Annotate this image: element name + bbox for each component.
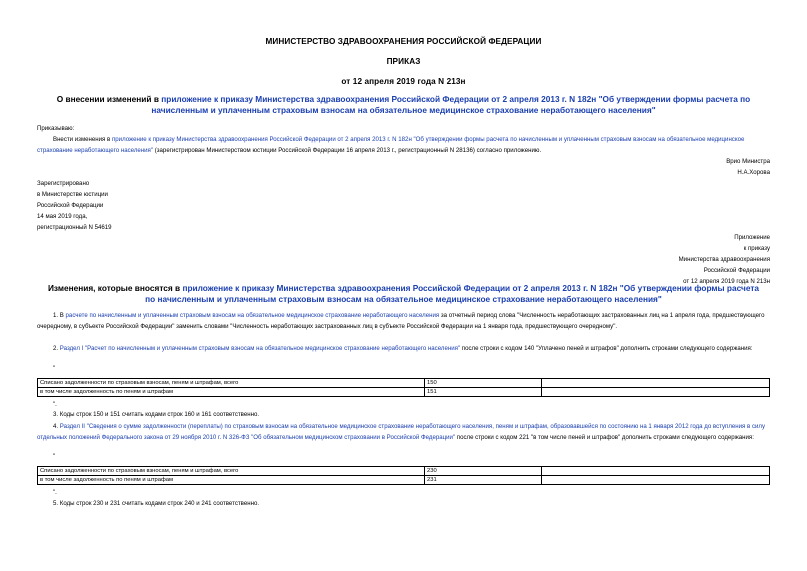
item-2 — [37, 343, 770, 354]
order-date-number: от 12 апреля 2019 года N 213н — [341, 77, 466, 86]
ministry-header: МИНИСТЕРСТВО ЗДРАВООХРАНЕНИЯ РОССИЙСКОЙ ФЕДЕРАЦИИ — [265, 37, 542, 46]
quote-close: ". — [53, 401, 57, 408]
item-1-prefix: 1. В — [53, 312, 66, 319]
row-label: Списано задолженности по страховым взносам, пеням и штрафам, всего — [38, 467, 425, 476]
registration-number: регистрационный N 54619 — [37, 224, 112, 231]
item-5: 5. Коды строк 230 и 231 считать кодами строк 240 и 241 соответственно. — [53, 500, 260, 507]
appendix-ref-date: от 12 апреля 2019 года N 213н — [683, 278, 770, 285]
table-section-1 — [37, 378, 770, 397]
row-value — [542, 467, 770, 476]
order-intro: Приказываю: — [37, 125, 75, 132]
row-code: 230 — [425, 467, 542, 476]
table-row — [38, 388, 770, 397]
order-title — [47, 94, 760, 116]
item-4-suffix: после строки с кодом 221 "в том числе пеней и штрафов" дополнить строками следующего содержания: — [455, 434, 754, 441]
row-value — [542, 476, 770, 485]
item-1-suffix: за отчетный период слова "Численность неработающих застрахованных лиц на 1 апреля года, предшествующего очередному, в субъекте Российской Федерации" заменить словами "Численность неработающих застрахованных лиц в субъекте Российской Федерации на 1 января года, предшествующего очередному". — [37, 312, 765, 330]
row-value — [542, 379, 770, 388]
row-code: 231 — [425, 476, 542, 485]
item-4-prefix: 4. — [53, 423, 60, 430]
appendix-ref-line: Приложение — [734, 234, 770, 241]
changes-title — [47, 283, 760, 305]
table-section-2 — [37, 466, 770, 485]
appendix-ref-line: Российской Федерации — [703, 267, 770, 274]
registration-line: Зарегистрировано — [37, 180, 90, 187]
quote-open: " — [53, 365, 56, 372]
table-row — [38, 379, 770, 388]
row-label: в том числе задолженность по пеням и штрафам — [38, 476, 425, 485]
appendix-ref-line: Министерства здравоохранения — [678, 256, 770, 263]
order-text — [37, 134, 770, 156]
registration-line: Российской Федерации — [37, 202, 104, 209]
row-value — [542, 388, 770, 397]
registration-line: 14 мая 2019 года, — [37, 213, 88, 220]
order-text-prefix: Внести изменения в — [53, 136, 112, 143]
quote-close: ". — [53, 489, 57, 496]
table-row — [38, 476, 770, 485]
registration-line: в Министерстве юстиции — [37, 191, 108, 198]
item-1-link[interactable]: расчете по начисленным и уплаченным страховым взносам на обязательное медицинское страхование неработающего населения — [65, 312, 440, 319]
item-2-prefix: 2. — [53, 345, 60, 352]
item-2-suffix: после строки с кодом 140 "Уплачено пеней и штрафов" дополнить строками следующего содержания: — [460, 345, 753, 352]
item-2-link[interactable]: Раздел I "Расчет по начисленным и уплаченным страховым взносам на обязательное медицинское страхование неработающего населения" — [59, 345, 461, 352]
title-prefix: О внесении изменений в — [56, 94, 162, 104]
signer-role: Врио Министра — [726, 158, 770, 165]
changes-title-link[interactable]: приложение к приказу Министерства здравоохранения Российской Федерации от 2 апреля 2013 г. N 182н "Об утверждении формы расчета по начисленным и уплаченным страховым взносам на обязательное медицинское страхование неработающего населения" — [145, 283, 760, 304]
order-text-link[interactable]: приложение к приказу Министерства здравоохранения Российской Федерации от 2 апреля 2013 г. N 182н "Об утверждении формы расчета по начисленным и уплаченным страховым взносам на обязательное медицинское страхование неработающего населения" — [37, 136, 745, 154]
quote-open: " — [53, 453, 56, 460]
item-4 — [37, 421, 770, 443]
row-label: Списано задолженности по страховым взносам, пеням и штрафам, всего — [38, 379, 425, 388]
row-label: в том числе задолженность по пеням и штрафам — [38, 388, 425, 397]
item-4-link[interactable]: Раздел II "Сведения о сумме задолженности (переплаты) по страховым взносам на обязательное медицинское страхование неработающего населения, пеням и штрафам, образовавшейся по состоянию на 1 января 2012 года до вступления в силу отдельных положений Федерального закона от 29 ноября 2010 г. N 326-ФЗ "Об обязательном медицинском страховании в Российской Федерации" — [37, 423, 766, 441]
order-text-suffix: (зарегистрирован Министерством юстиции Российской Федерации 16 апреля 2013 г., регистрационный N 28136) согласно приложению. — [153, 147, 542, 154]
table-row — [38, 467, 770, 476]
title-link[interactable]: приложение к приказу Министерства здравоохранения Российской Федерации от 2 апреля 2013 г. N 182н "Об утверждении формы расчета по начисленным и уплаченным страховым взносам на обязательное медицинское страхование неработающего населения" — [151, 94, 751, 115]
signer-name: Н.А.Хорова — [737, 169, 770, 176]
item-3: 3. Коды строк 150 и 151 считать кодами строк 160 и 161 соответственно. — [53, 411, 260, 418]
appendix-ref-line: к приказу — [743, 245, 770, 252]
changes-title-prefix: Изменения, которые вносятся в — [47, 283, 183, 293]
doc-type: ПРИКАЗ — [386, 57, 421, 66]
row-code: 150 — [425, 379, 542, 388]
row-code: 151 — [425, 388, 542, 397]
item-1 — [37, 310, 770, 332]
